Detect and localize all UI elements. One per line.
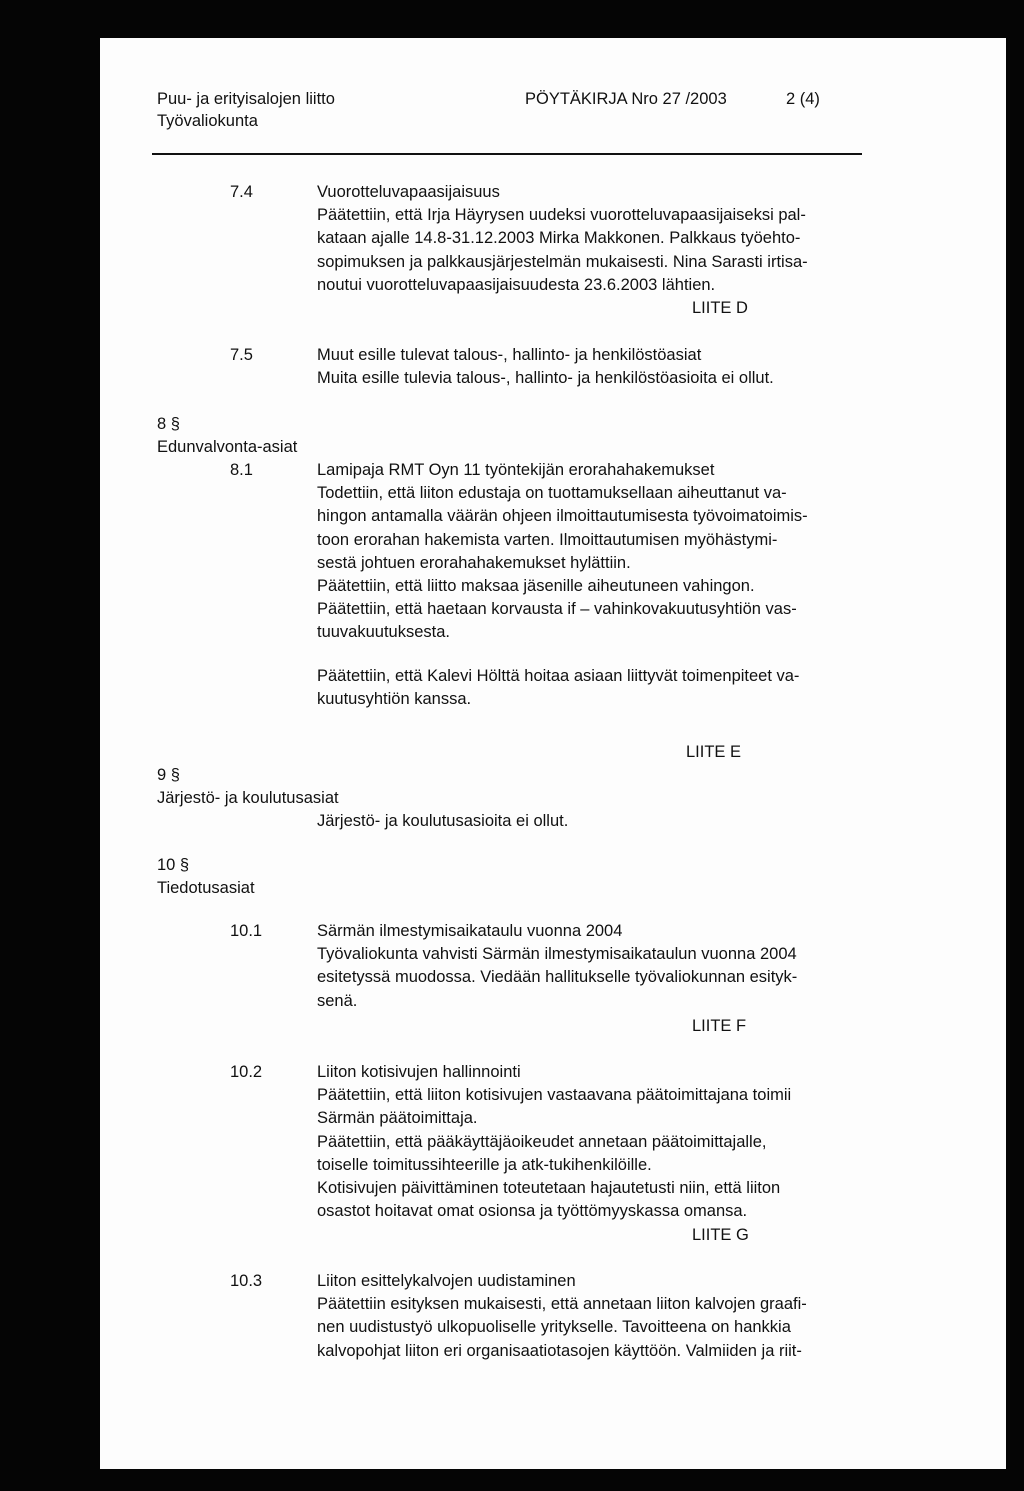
scan-edge-right	[1006, 0, 1024, 1491]
item-8-1-text-continued	[317, 665, 799, 711]
body-line: kalvopohjat liiton eri organisaatiotasojen käyttöön. Valmiiden ja riit-	[317, 1341, 802, 1360]
section-number-10: 10 §	[157, 856, 190, 874]
header-committee: Työvaliokunta	[157, 112, 258, 130]
body-line: toiselle toimitussihteerille ja atk-tukihenkilöille.	[317, 1155, 652, 1174]
item-10-1-text	[317, 920, 797, 1013]
body-line: Todettiin, että liiton edustaja on tuottamuksellaan aiheuttanut va-	[317, 484, 787, 503]
header-org: Puu- ja erityisalojen liitto	[157, 90, 335, 108]
attachment-ref-g: LIITE G	[692, 1226, 749, 1244]
section-title-10: Tiedotusasiat	[157, 879, 255, 897]
item-10-3-text	[317, 1270, 807, 1363]
item-8-1-text	[317, 459, 808, 645]
body-line: Päätettiin, että Irja Häyrysen uudeksi vuorotteluvapaasijaiseksi pal-	[317, 206, 806, 225]
body-line: Päätettiin, että haetaan korvausta if – vahinkovakuutusyhtiön vas-	[317, 600, 797, 619]
scan-edge-top	[0, 0, 1024, 40]
body-line: noutui vuorotteluvapaasijaisuudesta 23.6.2003 lähtien.	[317, 275, 716, 294]
body-line: Särmän päätoimittaja.	[317, 1109, 478, 1128]
section-title-9: Järjestö- ja koulutusasiat	[157, 789, 339, 807]
body-line: Päätettiin, että liitto maksaa jäsenille aiheutuneen vahingon.	[317, 577, 755, 596]
item-number-10-2: 10.2	[230, 1063, 263, 1081]
body-line: tuuvakuutuksesta.	[317, 623, 450, 642]
body-line: hingon antamalla väärän ohjeen ilmoittautumisesta työvoimatoimis-	[317, 507, 808, 526]
body-line: nen uudistustyö ulkopuoliselle yritykselle. Tavoitteena on hankkia	[317, 1318, 791, 1337]
item-7-5-text	[317, 344, 774, 390]
item-heading: Vuorotteluvapaasijaisuus	[317, 183, 500, 201]
body-line: kuutusyhtiön kanssa.	[317, 690, 472, 709]
attachment-ref-f: LIITE F	[692, 1017, 747, 1035]
header-divider	[152, 153, 862, 155]
body-line: Muita esille tulevia talous-, hallinto- ja henkilöstöasioita ei ollut.	[317, 369, 774, 388]
item-number-10-3: 10.3	[230, 1272, 263, 1290]
item-7-4-text	[317, 181, 808, 297]
attachment-ref-d: LIITE D	[692, 299, 748, 317]
section-title-8: Edunvalvonta-asiat	[157, 438, 298, 456]
body-line: osastot hoitavat omat osionsa ja työttömyyskassa omansa.	[317, 1202, 748, 1221]
header-doc-id: PÖYTÄKIRJA Nro 27 /2003	[525, 90, 727, 108]
body-line: esitetyssä muodossa. Viedään hallitukselle työvaliokunnan esityk-	[317, 968, 798, 987]
item-heading: Lamipaja RMT Oyn 11 työntekijän erorahahakemukset	[317, 461, 715, 479]
item-heading: Liiton esittelykalvojen uudistaminen	[317, 1272, 576, 1290]
body-line: Päätettiin esityksen mukaisesti, että annetaan liiton kalvojen graafi-	[317, 1295, 807, 1314]
item-number-7-5: 7.5	[230, 346, 253, 364]
body-line: Työvaliokunta vahvisti Särmän ilmestymisaikataulun vuonna 2004	[317, 945, 797, 964]
item-heading: Muut esille tulevat talous-, hallinto- ja henkilöstöasiat	[317, 346, 702, 364]
section-number-9: 9 §	[157, 766, 180, 784]
body-line: Päätettiin, että pääkäyttäjäoikeudet annetaan päätoimittajalle,	[317, 1132, 767, 1151]
item-heading: Särmän ilmestymisaikataulu vuonna 2004	[317, 922, 623, 940]
section-number-8: 8 §	[157, 415, 180, 433]
attachment-ref-e: LIITE E	[686, 743, 742, 761]
body-line: senä.	[317, 991, 358, 1010]
body-line: sopimuksen ja palkkausjärjestelmän mukaisesti. Nina Sarasti irtisa-	[317, 252, 808, 271]
body-line: Päätettiin, että Kalevi Hölttä hoitaa asiaan liittyvät toimenpiteet va-	[317, 667, 800, 685]
item-10-2-text	[317, 1061, 791, 1223]
item-heading: Liiton kotisivujen hallinnointi	[317, 1063, 521, 1081]
header-page-number: 2 (4)	[786, 90, 820, 108]
item-number-7-4: 7.4	[230, 183, 253, 201]
body-line: kataan ajalle 14.8-31.12.2003 Mirka Makkonen. Palkkaus työehto-	[317, 229, 801, 248]
scan-edge-bottom	[0, 1469, 1024, 1491]
body-line: Päätettiin, että liiton kotisivujen vastaavana päätoimittajana toimii	[317, 1086, 792, 1105]
item-number-10-1: 10.1	[230, 922, 263, 940]
section-9-body: Järjestö- ja koulutusasioita ei ollut.	[317, 812, 569, 830]
body-line: Kotisivujen päivittäminen toteutetaan hajautetusti niin, että liiton	[317, 1179, 781, 1198]
body-line: toon erorahan hakemista varten. Ilmoittautumisen myöhästymi-	[317, 530, 778, 549]
scan-edge-left	[0, 0, 100, 1491]
body-line: sestä johtuen erorahahakemukset hylättiin.	[317, 553, 631, 572]
item-number-8-1: 8.1	[230, 461, 253, 479]
